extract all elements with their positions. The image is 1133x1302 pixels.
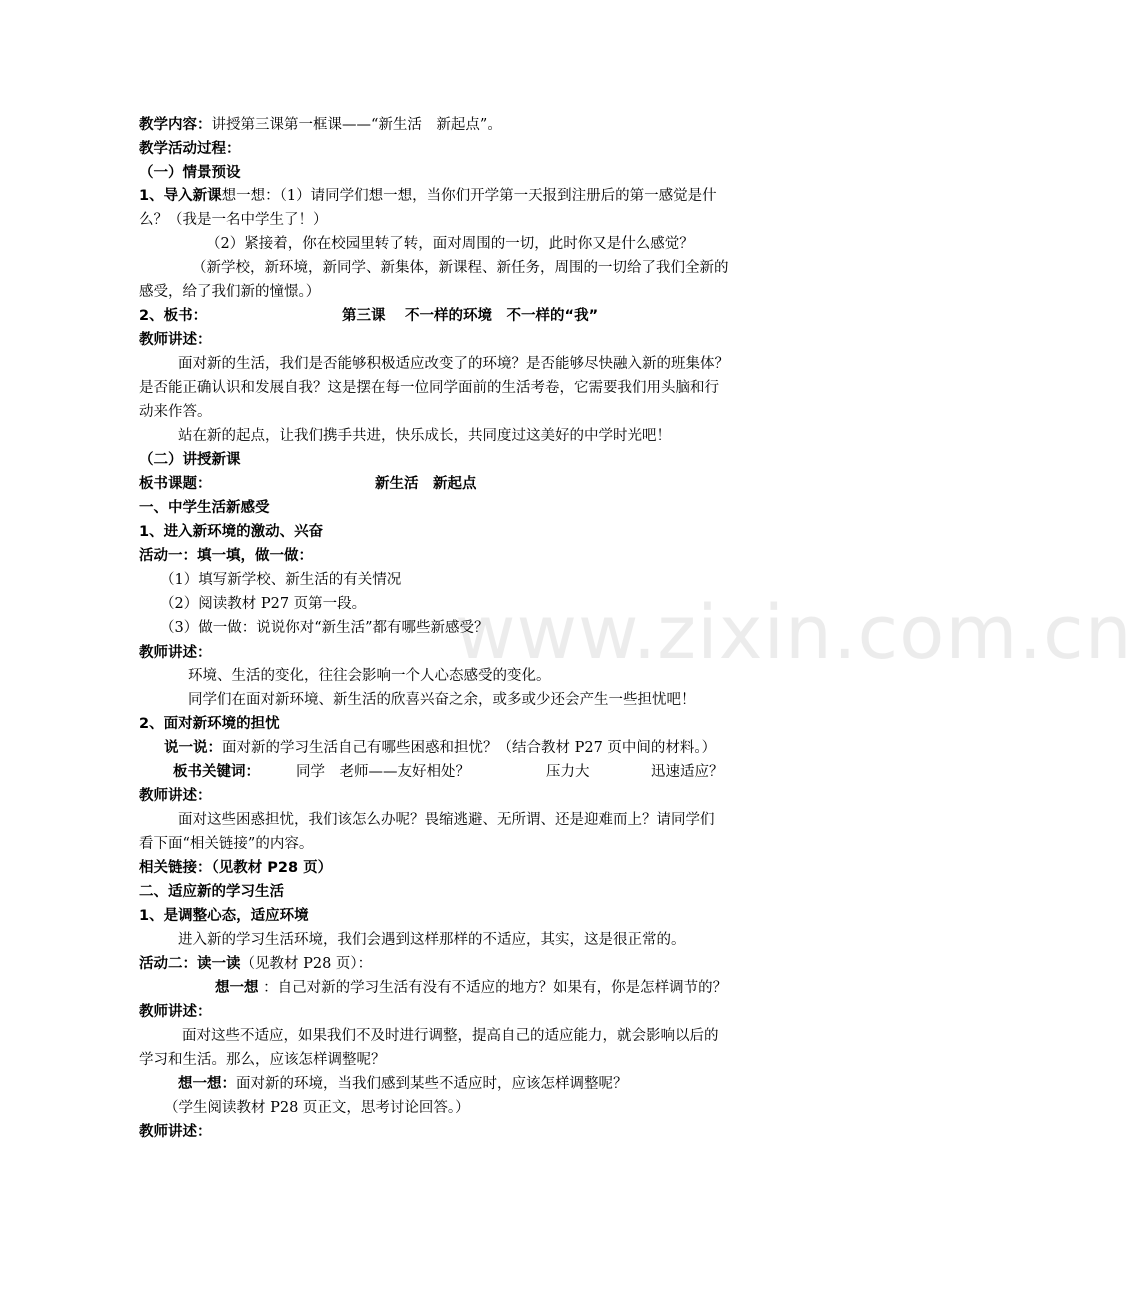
heading-section-1: 一、中学生活新感受	[139, 500, 270, 516]
paragraph-line: 是否能正确认识和发展自我？这是摆在每一位同学面前的生活考卷，它需要我们用头脑和行	[139, 380, 719, 396]
text-discuss: 面对新的学习生活自己有哪些困惑和担忧？（结合教材 P27 页中间的材料。）	[222, 740, 717, 756]
text-activity-2: （见教材 P28 页）：	[240, 956, 373, 972]
heading-new-lesson: （二）讲授新课	[139, 452, 241, 468]
heading-teacher-narration: 教师讲述：	[139, 1124, 212, 1140]
label-teaching-content: 教学内容：	[139, 117, 212, 133]
text-teaching-content: 讲授第三课第一框课——“新生活 新起点”。	[211, 117, 502, 133]
board-topic: 新生活 新起点	[375, 476, 477, 492]
heading-teacher-narration: 教师讲述：	[139, 788, 212, 804]
keyword-item: 同学 老师——友好相处？	[296, 764, 470, 780]
text-think: ：自己对新的学习生活有没有不适应的地方？如果有，你是怎样调节的？	[258, 980, 728, 996]
paragraph-line: 么？（我是一名中学生了！）	[139, 212, 328, 228]
keyword-item: 压力大	[546, 764, 590, 780]
paragraph-line: 面对新的生活，我们是否能够积极适应改变了的环境？是否能够尽快融入新的班集体？	[178, 356, 729, 372]
line-think-2	[178, 1074, 628, 1094]
label-discuss: 说一说：	[164, 740, 222, 756]
paragraph-line: 动来作答。	[139, 404, 212, 420]
paragraph-line: 站在新的起点，让我们携手共进，快乐成长，共同度过这美好的中学时光吧！	[178, 428, 671, 444]
paragraph-line: （学生阅读教材 P28 页正文，思考讨论回答。）	[164, 1100, 470, 1116]
heading-section-2: 二、适应新的学习生活	[139, 884, 284, 900]
heading-related-link: 相关链接：（见教材 P28 页）	[139, 860, 333, 876]
paragraph-line: （2）紧接着，你在校园里转了转，面对周围的一切，此时你又是什么感觉？	[206, 236, 694, 252]
paragraph-line: （新学校，新环境，新同学、新集体，新课程、新任务，周围的一切给了我们全新的	[192, 260, 729, 276]
paragraph-line: 学习和生活。那么，应该怎样调整呢？	[139, 1052, 386, 1068]
list-item: （2）阅读教材 P27 页第一段。	[160, 596, 367, 612]
line-discuss	[164, 738, 716, 758]
line-think	[215, 978, 727, 998]
paragraph-line: 进入新的学习生活环境，我们会遇到这样那样的不适应，其实，这是很正常的。	[178, 932, 686, 948]
label-board-topic: 板书课题：	[139, 476, 212, 492]
paragraph-line: 感受，给了我们新的憧憬。）	[139, 284, 321, 300]
heading-subsection: 1、是调整心态，适应环境	[139, 908, 309, 924]
line-activity-2	[139, 954, 372, 974]
text-intro: 想一想：（1）请同学们想一想，当你们开学第一天报到注册后的第一感觉是什	[221, 188, 717, 204]
keyword-item: 迅速适应？	[651, 764, 724, 780]
text-think-2: 面对新的环境，当我们感到某些不适应时，应该怎样调整呢？	[236, 1076, 628, 1092]
line-teaching-content	[139, 115, 502, 135]
heading-activity-1: 活动一：填一填，做一做：	[139, 548, 313, 564]
board-lesson-title: 第三课 不一样的环境 不一样的“我”	[342, 308, 599, 324]
list-item: （3）做一做：说说你对“新生活”都有哪些新感受？	[160, 620, 489, 636]
paragraph-line: 面对这些困惑担忧，我们该怎么办呢？畏缩逃避、无所谓、还是迎难而上？请同学们	[178, 812, 715, 828]
label-intro: 1、导入新课	[139, 188, 222, 204]
label-activity-2: 活动二：读一读	[139, 956, 241, 972]
label-board: 2、板书：	[139, 308, 208, 324]
label-board-keywords: 板书关键词：	[173, 764, 260, 780]
label-think: 想一想	[215, 980, 259, 996]
heading-process: 教学活动过程：	[139, 141, 241, 157]
heading-scenario: （一）情景预设	[139, 165, 241, 181]
list-item: （1）填写新学校、新生活的有关情况	[160, 572, 402, 588]
paragraph-line: 面对这些不适应，如果我们不及时进行调整，提高自己的适应能力，就会影响以后的	[182, 1028, 719, 1044]
heading-teacher-narration: 教师讲述：	[139, 332, 212, 348]
line-intro	[139, 186, 717, 206]
watermark: www.zixin.com.cn	[455, 590, 1133, 676]
heading-teacher-narration: 教师讲述：	[139, 1004, 212, 1020]
paragraph-line: 同学们在面对新环境、新生活的欣喜兴奋之余，或多或少还会产生一些担忧吧！	[188, 692, 696, 708]
heading-teacher-narration: 教师讲述：	[139, 645, 212, 661]
paragraph-line: 环境、生活的变化，往往会影响一个人心态感受的变化。	[188, 668, 551, 684]
heading-subsection: 2、面对新环境的担忧	[139, 716, 280, 732]
label-think-2: 想一想：	[178, 1076, 236, 1092]
heading-subsection: 1、进入新环境的激动、兴奋	[139, 524, 324, 540]
paragraph-line: 看下面“相关链接”的内容。	[139, 836, 314, 852]
